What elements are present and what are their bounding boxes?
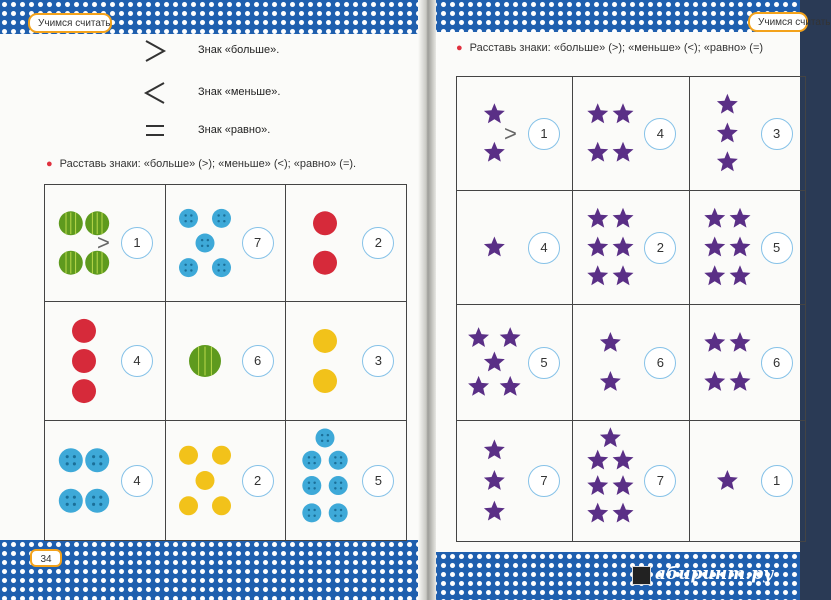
yellow-circle-icon bbox=[179, 446, 198, 465]
red-circle-icon bbox=[72, 349, 96, 373]
blue-button-icon bbox=[329, 451, 348, 470]
left-page-bottom-border bbox=[0, 540, 424, 600]
yellow-circle-icon bbox=[313, 369, 337, 393]
left-cell[interactable] bbox=[286, 421, 407, 541]
star-icon bbox=[588, 503, 609, 523]
star-icon bbox=[613, 142, 634, 162]
blue-button-icon bbox=[179, 258, 198, 277]
star-icon bbox=[729, 208, 750, 228]
publisher-logo-icon bbox=[632, 566, 651, 585]
red-circle-icon bbox=[313, 251, 337, 275]
left-cell[interactable] bbox=[45, 421, 166, 541]
answer-number: 5 bbox=[528, 347, 560, 379]
star-icon bbox=[468, 327, 489, 347]
answer-number: 3 bbox=[761, 118, 793, 150]
page-number: 34 bbox=[30, 549, 62, 567]
red-circle-icon bbox=[313, 211, 337, 235]
answer-number: 4 bbox=[644, 118, 676, 150]
answer-number: 2 bbox=[362, 227, 394, 259]
left-exercise-grid bbox=[44, 184, 407, 541]
answer-number: 6 bbox=[644, 347, 676, 379]
red-circle-icon bbox=[72, 319, 96, 343]
star-icon bbox=[600, 427, 621, 447]
right-cell[interactable] bbox=[457, 77, 573, 191]
star-icon bbox=[613, 103, 634, 123]
book-spine bbox=[418, 0, 436, 600]
blue-button-icon bbox=[85, 448, 109, 472]
star-icon bbox=[588, 142, 609, 162]
right-cell[interactable] bbox=[457, 191, 573, 305]
less-than-sign-icon bbox=[140, 78, 170, 108]
star-icon bbox=[613, 208, 634, 228]
answer-number: 1 bbox=[528, 118, 560, 150]
star-icon bbox=[588, 208, 609, 228]
equal-sign-icon bbox=[140, 116, 170, 146]
right-cell[interactable] bbox=[689, 77, 805, 191]
star-icon bbox=[484, 470, 505, 490]
blue-button-icon bbox=[85, 489, 109, 513]
right-cell[interactable] bbox=[689, 191, 805, 305]
blue-button-icon bbox=[59, 448, 83, 472]
answer-number: 5 bbox=[761, 232, 793, 264]
star-icon bbox=[613, 475, 634, 495]
left-cell[interactable] bbox=[165, 302, 286, 421]
left-instruction-text: Расставь знаки: «больше» (>); «меньше» (<); «равно» (=). bbox=[59, 158, 357, 170]
green-ball-icon bbox=[189, 345, 221, 377]
right-header-tag: Учимся считать bbox=[748, 12, 808, 32]
blue-button-icon bbox=[316, 429, 335, 448]
greater-than-sign-icon bbox=[140, 36, 170, 66]
star-icon bbox=[600, 332, 621, 352]
star-icon bbox=[588, 103, 609, 123]
blue-button-icon bbox=[329, 503, 348, 522]
left-cell[interactable] bbox=[165, 421, 286, 541]
right-instruction bbox=[456, 42, 763, 54]
star-icon bbox=[729, 371, 750, 391]
star-icon bbox=[717, 94, 738, 114]
blue-button-icon bbox=[303, 451, 322, 470]
right-cell[interactable] bbox=[573, 421, 689, 542]
star-icon bbox=[704, 265, 725, 285]
right-cell[interactable] bbox=[457, 421, 573, 542]
answer-number: 2 bbox=[242, 465, 274, 497]
green-ball-icon bbox=[59, 211, 83, 235]
answer-number: 2 bbox=[644, 232, 676, 264]
answer-number: 7 bbox=[644, 465, 676, 497]
star-icon bbox=[729, 237, 750, 257]
blue-button-icon bbox=[329, 476, 348, 495]
right-cell[interactable] bbox=[689, 305, 805, 421]
bullet-icon: ● bbox=[456, 42, 463, 54]
blue-button-icon bbox=[303, 476, 322, 495]
yellow-circle-icon bbox=[212, 446, 231, 465]
answer-number: 1 bbox=[121, 227, 153, 259]
star-icon bbox=[588, 450, 609, 470]
star-icon bbox=[704, 208, 725, 228]
answer-number: 4 bbox=[528, 232, 560, 264]
green-ball-icon bbox=[59, 251, 83, 275]
left-cell[interactable] bbox=[45, 185, 166, 302]
right-cell[interactable] bbox=[573, 191, 689, 305]
legend-equal-label: Знак «равно». bbox=[198, 124, 271, 136]
left-instruction bbox=[46, 158, 356, 170]
right-cell[interactable] bbox=[457, 305, 573, 421]
yellow-circle-icon bbox=[179, 496, 198, 515]
sign-input[interactable]: > bbox=[504, 120, 517, 146]
star-icon bbox=[704, 332, 725, 352]
bullet-icon: ● bbox=[46, 158, 53, 170]
blue-button-icon bbox=[212, 209, 231, 228]
star-icon bbox=[588, 237, 609, 257]
star-icon bbox=[484, 439, 505, 459]
right-exercise-grid bbox=[456, 76, 806, 542]
star-icon bbox=[613, 237, 634, 257]
star-icon bbox=[729, 332, 750, 352]
star-icon bbox=[500, 327, 521, 347]
answer-number: 4 bbox=[121, 345, 153, 377]
answer-number: 7 bbox=[528, 465, 560, 497]
star-icon bbox=[717, 151, 738, 171]
left-cell[interactable] bbox=[45, 302, 166, 421]
red-circle-icon bbox=[72, 379, 96, 403]
star-icon bbox=[600, 371, 621, 391]
star-icon bbox=[588, 265, 609, 285]
star-icon bbox=[484, 352, 505, 372]
star-icon bbox=[484, 237, 505, 257]
legend-greater-label: Знак «больше». bbox=[198, 44, 280, 56]
left-cell[interactable] bbox=[165, 185, 286, 302]
star-icon bbox=[717, 123, 738, 143]
right-instruction-text: Расставь знаки: «больше» (>); «меньше» (<); «равно» (=) bbox=[469, 42, 764, 54]
star-icon bbox=[484, 501, 505, 521]
star-icon bbox=[484, 142, 505, 162]
answer-number: 5 bbox=[362, 465, 394, 497]
answer-number: 1 bbox=[761, 465, 793, 497]
star-icon bbox=[613, 503, 634, 523]
left-cell[interactable] bbox=[286, 185, 407, 302]
blue-button-icon bbox=[303, 503, 322, 522]
star-icon bbox=[613, 265, 634, 285]
star-icon bbox=[484, 103, 505, 123]
answer-number: 7 bbox=[242, 227, 274, 259]
watermark: абиринт.ру bbox=[655, 564, 774, 584]
star-icon bbox=[704, 371, 725, 391]
yellow-circle-icon bbox=[195, 471, 214, 490]
answer-number: 4 bbox=[121, 465, 153, 497]
star-icon bbox=[500, 376, 521, 396]
star-icon bbox=[729, 265, 750, 285]
blue-button-icon bbox=[195, 234, 214, 253]
star-icon bbox=[717, 470, 738, 490]
right-page-top-border bbox=[430, 0, 800, 32]
answer-number: 6 bbox=[761, 347, 793, 379]
star-icon bbox=[468, 376, 489, 396]
yellow-circle-icon bbox=[212, 496, 231, 515]
answer-number: 3 bbox=[362, 345, 394, 377]
right-cell[interactable] bbox=[689, 421, 805, 542]
right-cell[interactable] bbox=[573, 77, 689, 191]
star-icon bbox=[704, 237, 725, 257]
right-cell[interactable] bbox=[573, 305, 689, 421]
sign-input[interactable]: > bbox=[97, 230, 110, 255]
left-cell[interactable] bbox=[286, 302, 407, 421]
answer-number: 6 bbox=[242, 345, 274, 377]
blue-button-icon bbox=[59, 489, 83, 513]
yellow-circle-icon bbox=[313, 329, 337, 353]
blue-button-icon bbox=[179, 209, 198, 228]
left-header-tag: Учимся считать bbox=[28, 13, 112, 33]
star-icon bbox=[588, 475, 609, 495]
star-icon bbox=[613, 450, 634, 470]
legend-less-label: Знак «меньше». bbox=[198, 86, 281, 98]
blue-button-icon bbox=[212, 258, 231, 277]
